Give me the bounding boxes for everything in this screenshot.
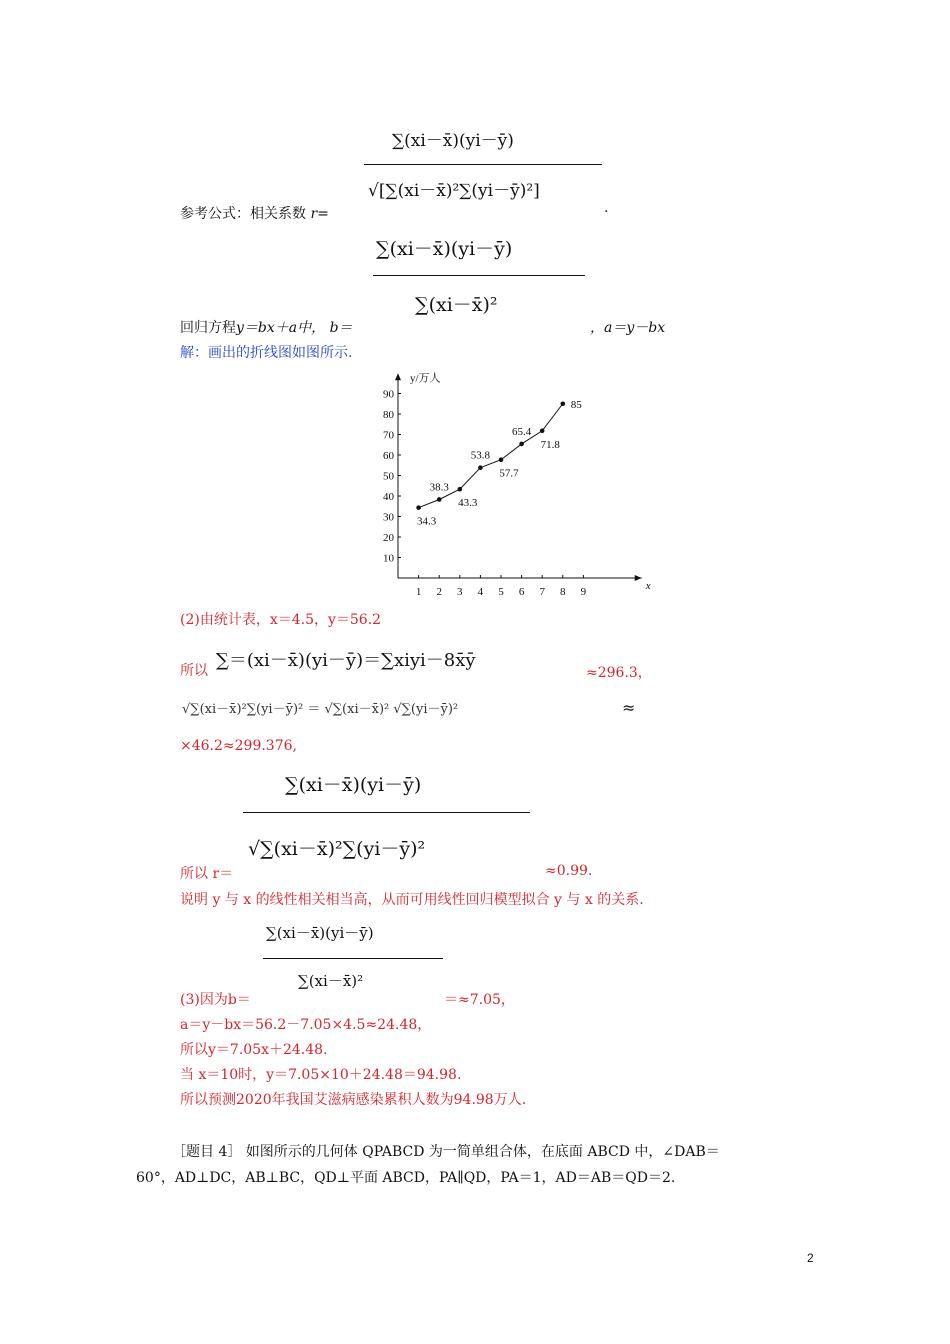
data-point [437,497,442,502]
part3-line2: a＝y－bx＝56.2－7.05×4.5≈24.48， [180,1017,432,1033]
part2-r-fraction-line [243,812,530,813]
y-tick-label: 50 [383,470,394,483]
part3-line3: 所以y＝7.05x＋24.48. [180,1042,328,1058]
r-period: . [604,200,609,216]
b-numerator-text: ∑(xi－x̄)(yi－ȳ) [376,238,513,260]
r-denominator-text: √[∑(xi－x̄)²∑(yi－ȳ)²] [368,181,540,201]
y-tick-label: 10 [383,552,394,565]
a-equation: ，a＝y－bx [590,320,666,336]
r-numerator-text: ∑(xi－x̄)(yi－ȳ) [392,131,514,151]
part3-prefix: (3)因为b＝ [180,992,251,1008]
part2-line4: ×46.2≈299.376, [180,738,297,754]
problem4-line2: 60°，AD⊥DC，AB⊥BC，QD⊥平面 ABCD，PA∥QD，PA＝1，AD＝AB＝QD＝2. [136,1170,676,1186]
x-tick-label: 6 [518,586,525,598]
data-point [458,487,463,492]
x-tick-label: 1 [415,586,422,598]
data-label: 65.4 [511,425,532,438]
r-equals: = [317,206,329,222]
chart-ticks [383,389,587,599]
data-label: 53.8 [470,449,491,462]
part2-r-numerator: ∑(xi－x̄)(yi－ȳ) [285,774,422,796]
part2-r-prefix: 所以 r＝ [180,866,234,882]
data-point [478,465,483,470]
problem4-line1: ［题目 4］ 如图所示的几何体 QPABCD 为一简单组合体，在底面 ABCD 中，∠DAB＝ [172,1144,720,1160]
part3-line4: 当 x＝10时，y＝7.05×10＋24.48＝94.98. [180,1067,462,1083]
x-tick-label: 7 [539,586,545,598]
reg-label: 回归方程 [180,320,236,336]
y-tick-label: 30 [383,511,394,524]
r-fraction-line [364,164,602,165]
b-denominator-text: ∑(xi－x̄)² [415,294,498,316]
part2-line3-formula: √∑(xi－x̄)²∑(yi－ȳ)² ＝ √∑(xi－x̄)² √∑(yi－ȳ)² [182,702,459,717]
part3-b-numerator: ∑(xi－x̄)(yi－ȳ) [266,924,374,942]
y-tick-label: 20 [383,532,394,544]
x-tick-label: 5 [498,586,504,598]
data-label: 38.3 [429,481,449,494]
ref-label-line [180,203,329,223]
y-axis-arrow [395,373,401,380]
y-tick-label: 60 [383,450,394,462]
data-point [540,429,545,434]
y-tick-label: 70 [383,429,394,442]
data-label: 57.7 [499,467,519,480]
chart-data-labels [417,399,582,528]
x-tick-label: 4 [477,586,484,598]
x-tick-label: 9 [580,586,587,598]
x-tick-label: 3 [457,586,463,598]
part3-b-denominator: ∑(xi－x̄)² [298,972,364,990]
reg-equation: y＝bx＋a中， [236,320,326,336]
part2-conclusion: 说明 y 与 x 的线性相关相当高，从而可用线性回归模型拟合 y 与 x 的关系. [180,892,644,908]
page-number: 2 [807,1251,814,1265]
y-axis-label: y/万人 [410,372,441,385]
b-numerator [376,234,512,261]
chart-series [416,401,565,510]
part3-b-fraction-line [263,958,443,959]
r-numerator [392,126,514,151]
part2-line1: (2)由统计表，x＝4.5，y＝56.2 [180,612,382,628]
ref-label: 参考公式：相关系数 [180,206,306,222]
y-tick-label: 40 [383,491,394,503]
reg-line [180,317,353,337]
part2-line2-prefix: 所以 [180,663,208,679]
r-variable: r [310,206,318,222]
part2-line2 [180,660,208,680]
part2-r-denominator: √∑(xi－x̄)²∑(yi－ȳ)² [248,838,426,860]
data-point [416,505,421,510]
part2-line3-suffix: ≈ [622,698,636,717]
data-point [499,457,504,462]
part3-line5: 所以预测2020年我国艾滋病感染累积人数为94.98万人. [180,1092,527,1108]
solution-intro: 解：画出的折线图如图所示. [180,345,353,361]
r-denominator [368,176,540,201]
data-label: 34.3 [416,515,437,528]
x-axis-label: x [645,580,651,592]
b-fraction-line [373,275,585,276]
part3-suffix: ＝≈7.05， [444,992,515,1008]
part2-line2-formula: ∑＝(xi－x̄)(yi－ȳ)＝∑xiyi－8x̄ȳ [216,650,476,671]
x-tick-label: 2 [436,586,442,598]
part2-line2-suffix: ≈296.3， [586,665,652,681]
b-label: b＝ [329,320,353,336]
data-point [561,401,566,406]
x-axis-arrow [635,575,642,581]
data-label: 71.8 [540,438,560,451]
line-chart [360,362,651,602]
x-tick-label: 8 [560,586,566,598]
data-label: 43.3 [458,497,478,510]
data-label: 85 [570,398,582,411]
data-point [519,442,524,447]
y-tick-label: 80 [383,409,394,421]
part2-r-suffix: ≈0.99. [545,863,593,879]
b-denominator [415,290,498,317]
y-tick-label: 90 [383,388,394,401]
